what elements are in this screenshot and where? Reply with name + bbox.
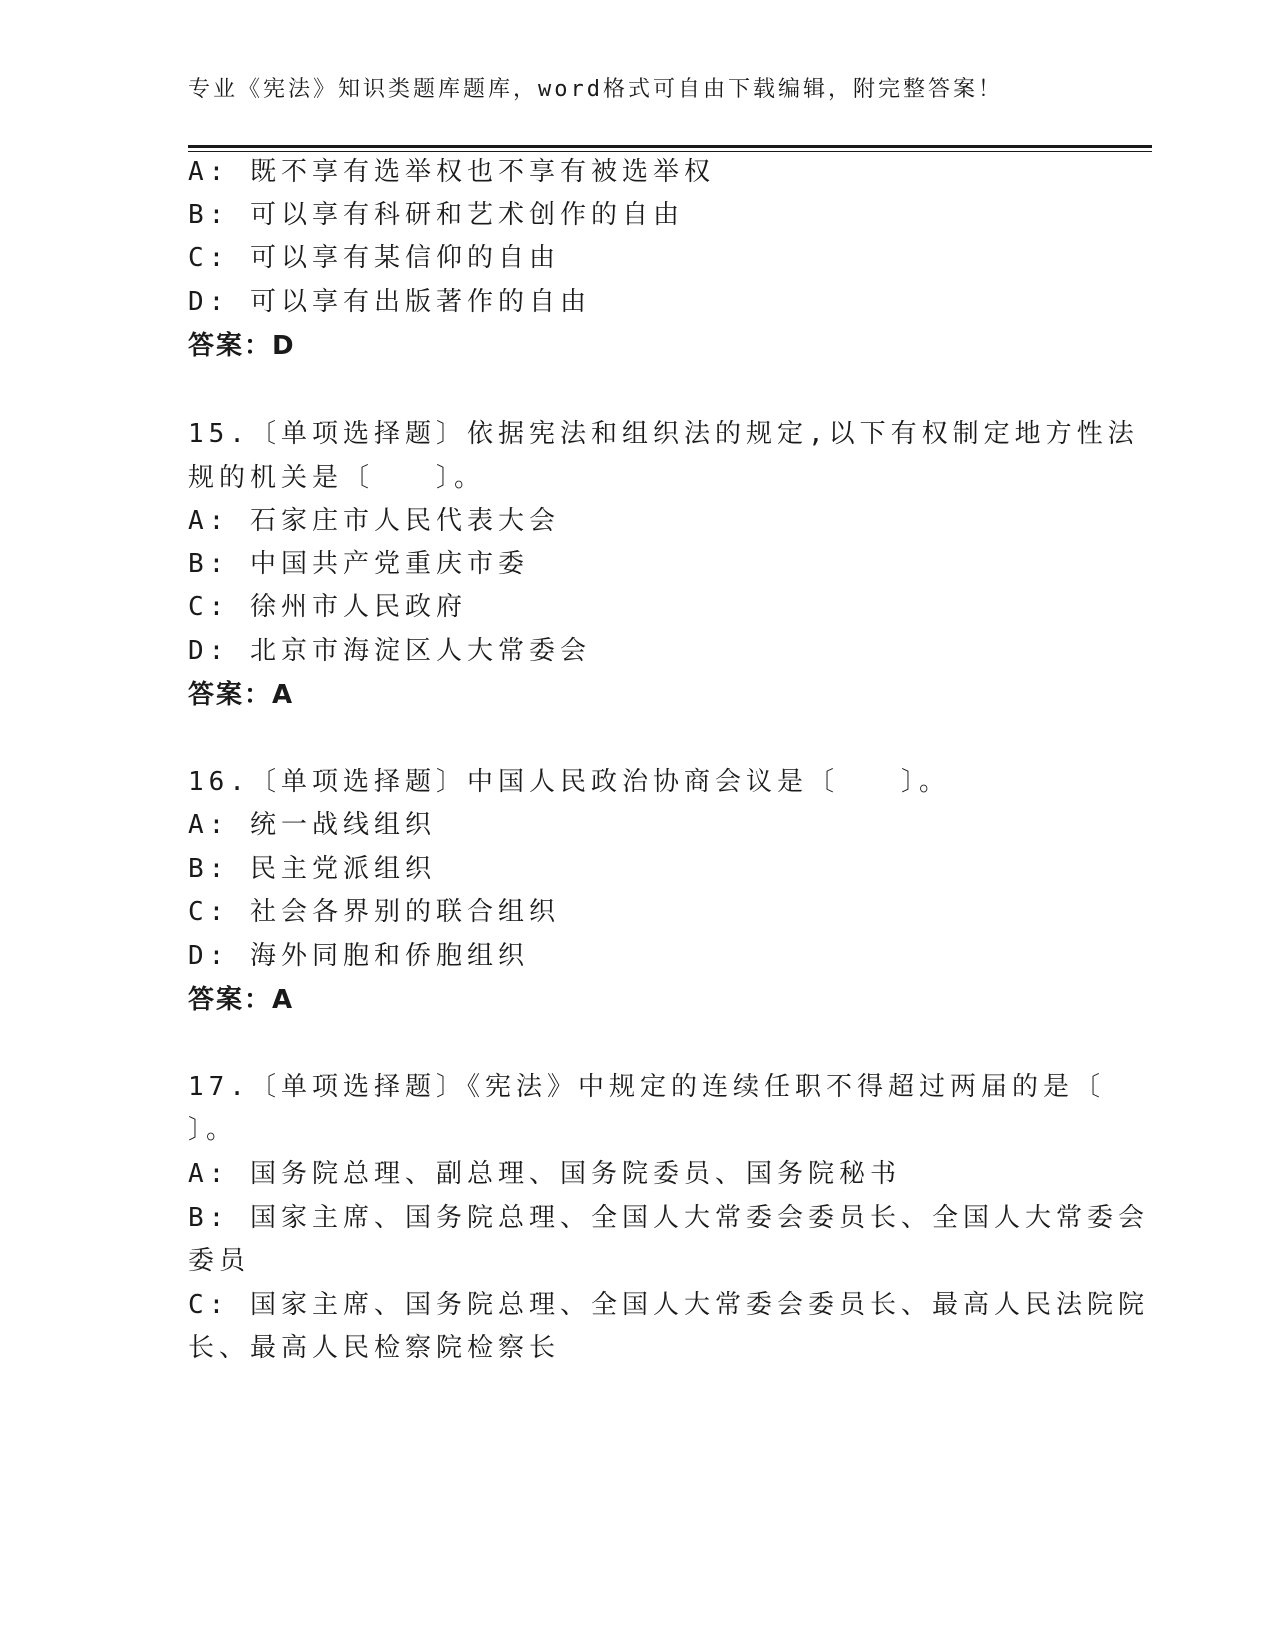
q14-option-a: A: 既不享有选举权也不享有被选举权 bbox=[188, 157, 715, 187]
q16-answer: 答案：A bbox=[188, 985, 295, 1015]
q15-option-b: B: 中国共产党重庆市委 bbox=[188, 549, 529, 579]
q17-option-c-line1: C: 国家主席、国务院总理、全国人大常委会委员长、最高人民法院院 bbox=[188, 1290, 1149, 1320]
q16-stem-line1: 16.〔单项选择题〕中国人民政治协商会议是〔 〕。 bbox=[188, 767, 950, 797]
q16-option-a: A: 统一战线组织 bbox=[188, 810, 436, 840]
q17-stem-line2: 〕。 bbox=[188, 1115, 238, 1145]
q14-option-d: D: 可以享有出版著作的自由 bbox=[188, 287, 591, 317]
q17-stem-line1: 17.〔单项选择题〕《宪法》中规定的连续任职不得超过两届的是〔 bbox=[188, 1072, 1105, 1102]
q16-option-b: B: 民主党派组织 bbox=[188, 854, 436, 884]
header-rule-thick bbox=[188, 145, 1152, 148]
q15-option-a: A: 石家庄市人民代表大会 bbox=[188, 506, 560, 536]
q15-stem-line2: 规的机关是〔 〕。 bbox=[188, 463, 486, 493]
q14-option-c: C: 可以享有某信仰的自由 bbox=[188, 243, 560, 273]
header-rule-thin bbox=[188, 151, 1152, 152]
q17-option-b-line2: 委员 bbox=[188, 1246, 251, 1276]
q17-option-c-line2: 长、最高人民检察院检察长 bbox=[188, 1333, 561, 1363]
q15-option-d: D: 北京市海淀区人大常委会 bbox=[188, 636, 591, 666]
q15-stem-line1: 15.〔单项选择题〕依据宪法和组织法的规定,以下有权制定地方性法 bbox=[188, 419, 1139, 449]
q17-option-b-line1: B: 国家主席、国务院总理、全国人大常委会委员长、全国人大常委会 bbox=[188, 1203, 1149, 1233]
q17-option-a: A: 国务院总理、副总理、国务院委员、国务院秘书 bbox=[188, 1159, 901, 1189]
q14-option-b: B: 可以享有科研和艺术创作的自由 bbox=[188, 200, 684, 230]
q16-option-d: D: 海外同胞和侨胞组织 bbox=[188, 941, 529, 971]
q16-option-c: C: 社会各界别的联合组织 bbox=[188, 897, 560, 927]
q14-answer: 答案：D bbox=[188, 331, 296, 361]
document-header: 专业《宪法》知识类题库题库，word格式可自由下载编辑，附完整答案！ bbox=[188, 77, 1003, 102]
q15-answer: 答案：A bbox=[188, 680, 295, 710]
q15-option-c: C: 徐州市人民政府 bbox=[188, 592, 467, 622]
